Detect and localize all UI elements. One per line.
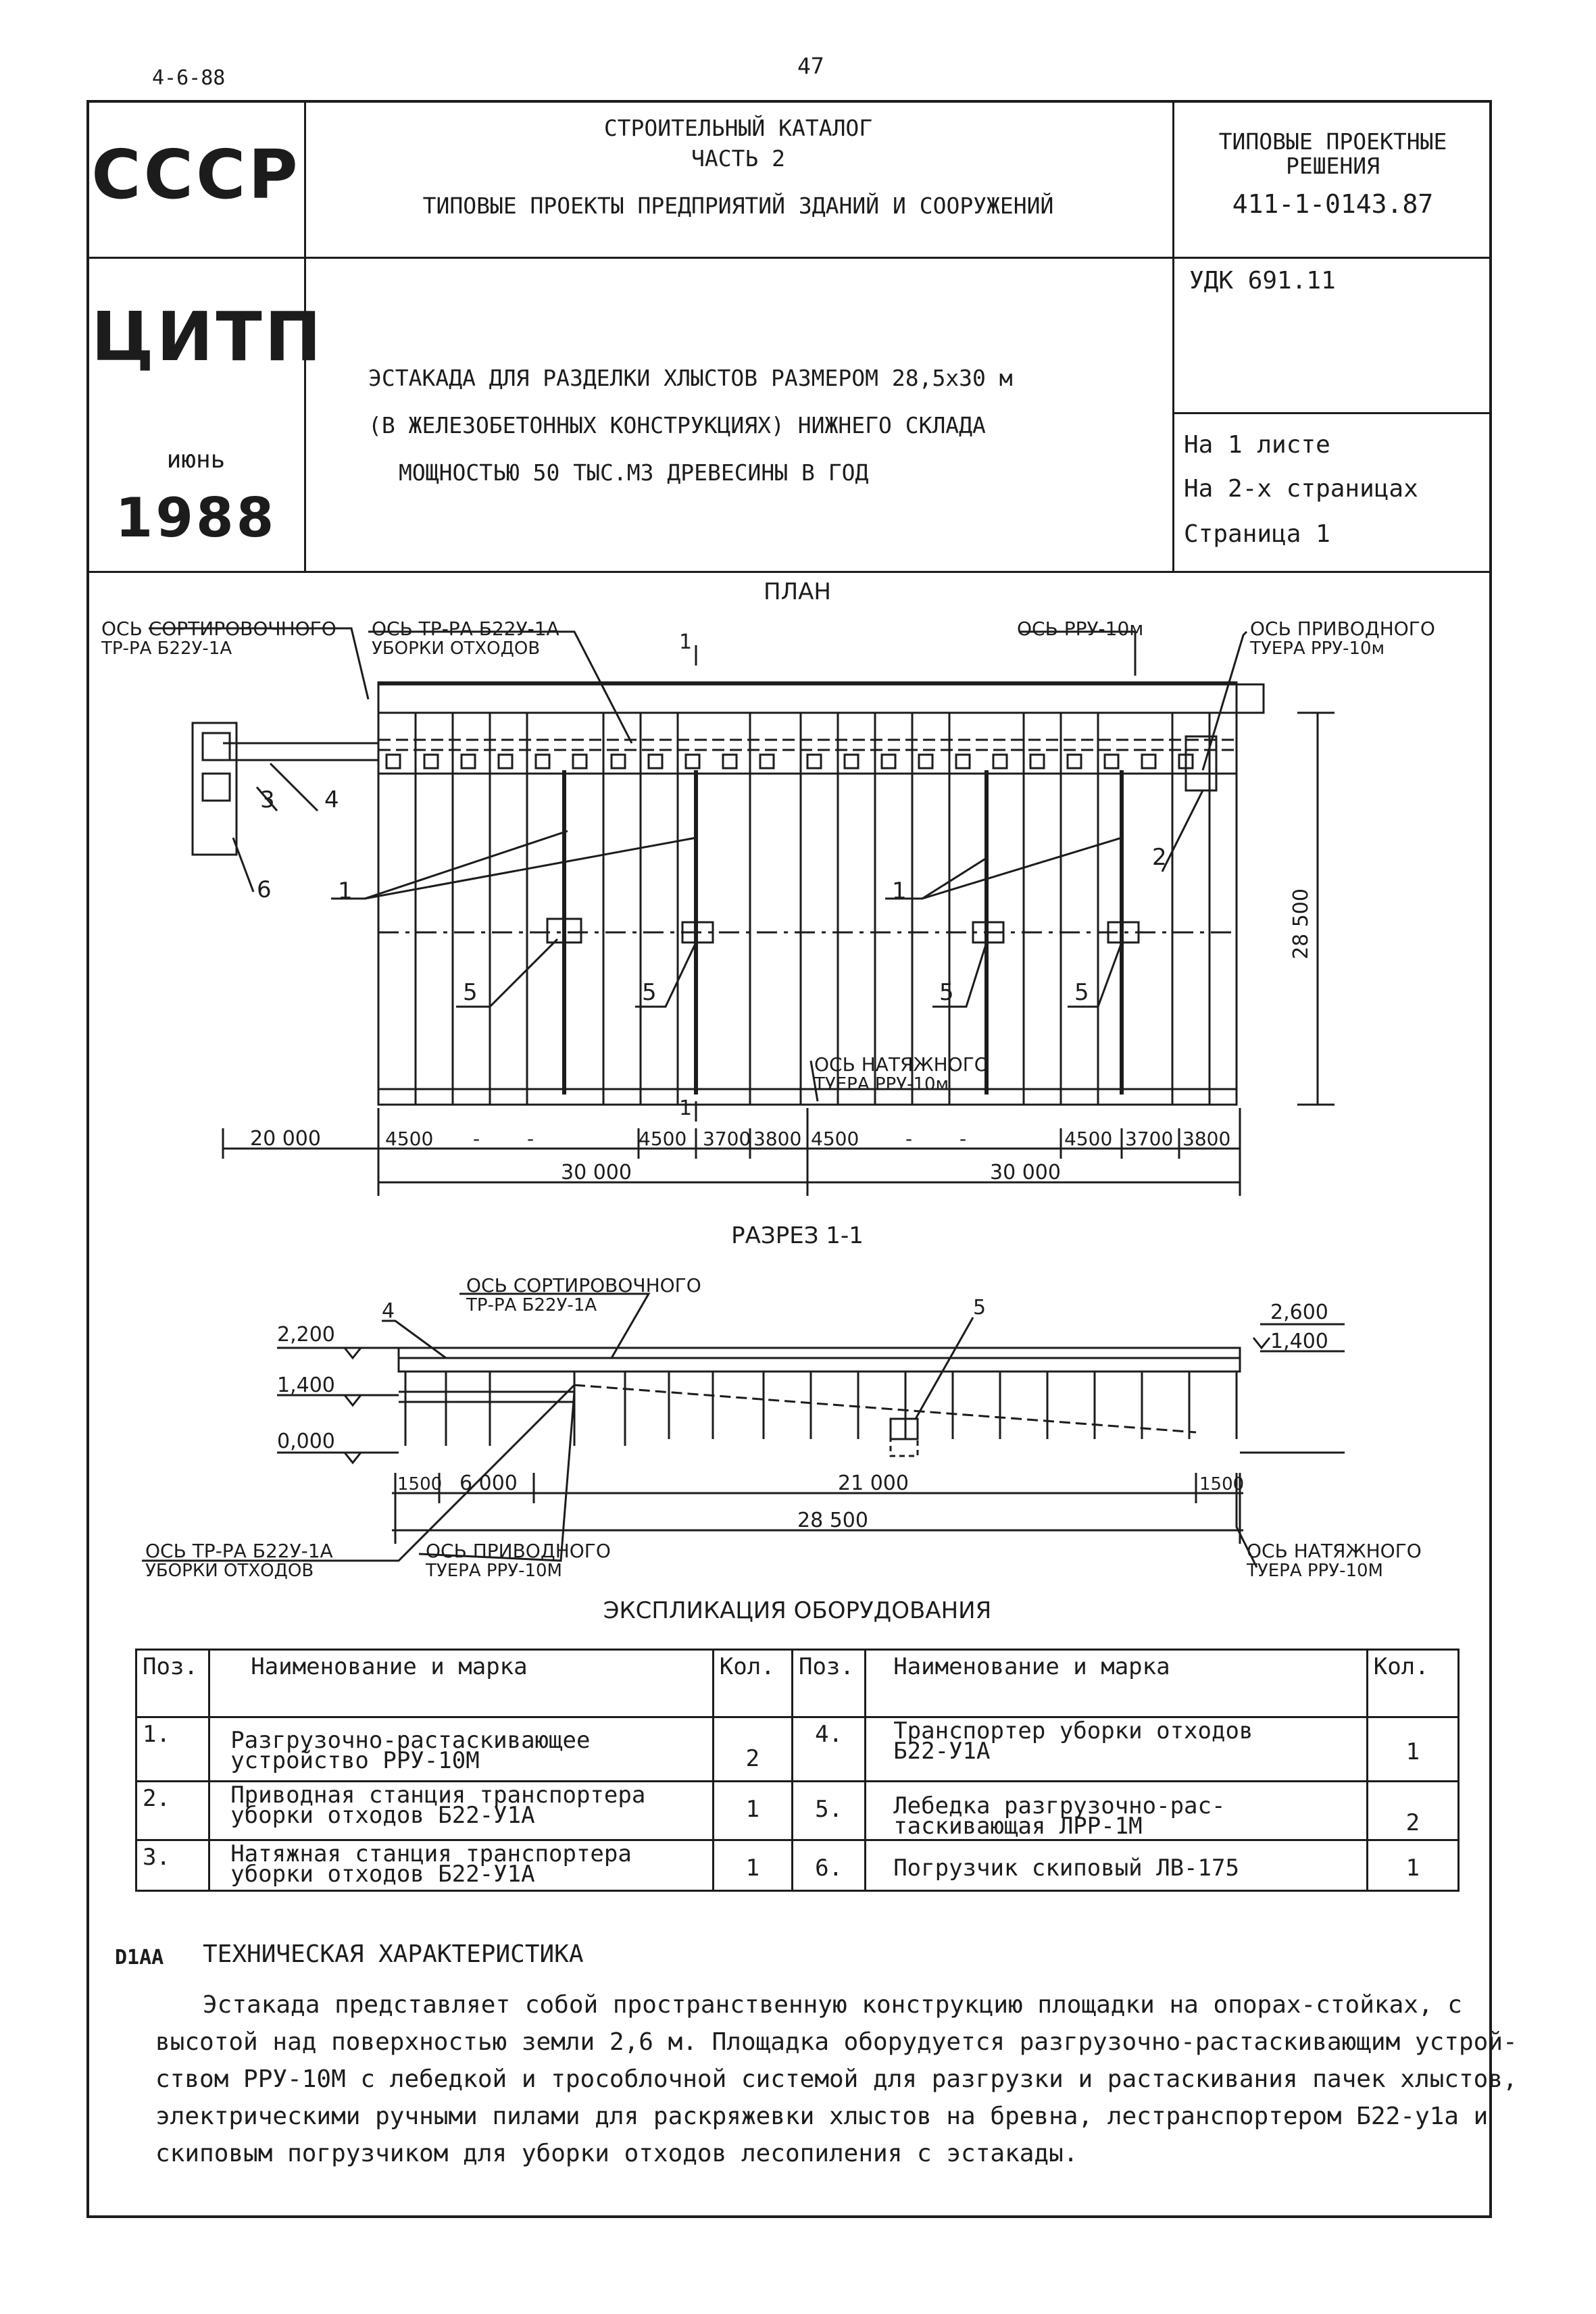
plan-leader <box>270 763 318 811</box>
row-pos: 6. <box>815 1855 843 1882</box>
plan-label-5: 5 <box>642 979 657 1006</box>
plan-axis-waste: ОСЬ ТР-РА Б22У-1А <box>372 618 559 640</box>
plan-label-1: 1 <box>892 878 907 905</box>
section-deck <box>399 1358 1240 1372</box>
level-marker <box>1253 1338 1270 1348</box>
tech-heading: ТЕХНИЧЕСКАЯ ХАРАКТЕРИСТИКА <box>203 1940 584 1968</box>
doc-title-line: ЭСТАКАДА ДЛЯ РАЗДЕЛКИ ХЛЫСТОВ РАЗМЕРОМ 28,5х30 м <box>368 365 1013 391</box>
row-name: Погрузчик скиповый ЛВ-175 <box>893 1855 1239 1882</box>
plan-dim-dash: - <box>473 1128 480 1150</box>
plan-dim: 3700 <box>1125 1128 1174 1150</box>
plan-label-2: 2 <box>1152 844 1167 871</box>
row-pos: 5. <box>815 1796 843 1823</box>
row-name: Транспортер уборки отходов <box>893 1717 1253 1744</box>
section-rope <box>574 1385 1196 1432</box>
udk-code: УДК 691.11 <box>1189 267 1336 295</box>
plan-dim: 4500 <box>639 1128 687 1150</box>
col-header-qty: Кол. <box>713 1650 792 1717</box>
plan-sorting-conveyor <box>378 684 1264 713</box>
country-title: СССР <box>91 135 301 214</box>
col-header-pos: Поз. <box>136 1650 209 1717</box>
plan-dim: 3800 <box>753 1128 802 1150</box>
section-axis-drive-2: ТУЕРА РРУ-10М <box>426 1561 562 1581</box>
page-count: На 2-х страницах <box>1184 475 1418 503</box>
catalog-title: СТРОИТЕЛЬНЫЙ КАТАЛОГ <box>603 115 873 141</box>
row-qty: 2 <box>1405 1809 1420 1836</box>
tech-code: D1АА <box>115 1946 164 1969</box>
doc-title-line: МОЩНОСТЬЮ 50 ТЫС.М3 ДРЕВЕСИНЫ В ГОД <box>399 459 869 486</box>
section-axis-sorting: ОСЬ СОРТИРОВОЧНОГО <box>466 1274 701 1297</box>
section-axis-sorting-2: ТР-РА Б22У-1А <box>466 1295 597 1315</box>
level-marker <box>345 1453 361 1463</box>
row-name: уборки отходов Б22-У1А <box>230 1861 535 1888</box>
plan-dim-side-label: 28 500 <box>1289 888 1313 959</box>
row-pos: 4. <box>815 1721 843 1748</box>
row-pos: 2. <box>143 1785 170 1812</box>
row-qty: 1 <box>745 1796 760 1823</box>
plan-dim: 4500 <box>1064 1128 1113 1150</box>
tech-paragraph-line: ством РРУ-10М с лебедкой и трособлочной системой для разгрузки и растаскивания пачек хлыстов, <box>155 2065 1518 2093</box>
section-dim: 6 000 <box>459 1472 518 1495</box>
row-pos: 3. <box>143 1844 170 1871</box>
section-level: 2,200 <box>277 1323 335 1347</box>
plan-axis-sorting-2: ТР-РА Б22У-1А <box>101 638 232 659</box>
plan-axis-drive-2: ТУЕРА РРУ-10м <box>1250 638 1385 659</box>
plan-dim: 4500 <box>385 1128 434 1150</box>
section-dim-total: 28 500 <box>797 1509 868 1532</box>
plan-cut-mark: 1 <box>679 630 693 654</box>
col-header-qty: Кол. <box>1367 1650 1458 1717</box>
tech-paragraph-line: электрическими ручными пилами для раскряжевки хлыстов на бревна, лестранспортером Б22-у1а и <box>155 2103 1489 2130</box>
plan-label-5: 5 <box>1074 979 1089 1006</box>
tech-paragraph-line: высотой над поверхностью земли 2,6 м. Площадка оборудуется разгрузочно-растаскивающим устрой- <box>155 2028 1518 2056</box>
plan-waste-hoppers <box>386 755 1193 768</box>
plan-leader <box>233 838 253 892</box>
col-header-name: Наименование и марка <box>866 1650 1368 1717</box>
section-axis-tension-2: ТУЕРА РРУ-10М <box>1247 1561 1383 1581</box>
plan-axis-tension-2: ТУЕРА РРУ-10м <box>814 1074 949 1095</box>
section-columns <box>405 1372 1237 1446</box>
section-level: 1,400 <box>1270 1330 1328 1353</box>
catalog-part: ЧАСТЬ 2 <box>691 145 786 172</box>
explication-heading: ЭКСПЛИКАЦИЯ ОБОРУДОВАНИЯ <box>603 1597 992 1624</box>
solutions-code: 411-1-0143.87 <box>1232 189 1434 219</box>
row-name: устройство РРУ-10М <box>230 1747 480 1774</box>
plan-axis-rru: ОСЬ РРУ-10м <box>1017 618 1144 640</box>
page-number: 47 <box>797 53 824 79</box>
plan-axis-drive: ОСЬ ПРИВОДНОГО <box>1250 618 1435 640</box>
row-qty: 1 <box>1405 1738 1420 1765</box>
section-dim: 1500 <box>397 1474 443 1494</box>
issue-month: июнь <box>166 446 226 474</box>
table-row <box>136 1717 1459 1782</box>
plan-axis-tension: ОСЬ НАТЯЖНОГО <box>814 1053 989 1076</box>
row-qty: 2 <box>745 1745 760 1772</box>
plan-dim: 4500 <box>811 1128 859 1150</box>
plan-dim-dash: - <box>959 1128 967 1150</box>
plan-dim: 3800 <box>1182 1128 1231 1150</box>
section-level: 1,400 <box>277 1374 335 1397</box>
section-level: 0,000 <box>277 1430 335 1453</box>
col-header-pos: Поз. <box>792 1650 865 1717</box>
section-dim: 1500 <box>1199 1474 1245 1494</box>
tech-paragraph-line: Эстакада представляет собой пространственную конструкцию площадки на опорах-стойках, с <box>203 1991 1462 2019</box>
table-row <box>136 1782 1459 1840</box>
plan-drive-station <box>1186 736 1216 790</box>
row-name: уборки отходов Б22-У1А <box>230 1802 535 1829</box>
doc-title-line: (В ЖЕЛЕЗОБЕТОННЫХ КОНСТРУКЦИЯХ) НИЖНЕГО СКЛАДА <box>368 412 986 438</box>
plan-label-5: 5 <box>463 979 478 1006</box>
row-qty: 1 <box>745 1855 760 1882</box>
row-name: Приводная станция транспортера <box>230 1782 646 1809</box>
col-header-name: Наименование и марка <box>209 1650 714 1717</box>
tech-paragraph-line: скиповым погрузчиком для уборки отходов лесопиления с эстакады. <box>155 2140 1078 2167</box>
explication-table <box>135 1649 1460 1892</box>
plan-label-6: 6 <box>257 876 272 903</box>
issue-year: 1988 <box>115 486 277 549</box>
row-name: Б22-У1А <box>893 1738 991 1765</box>
row-qty: 1 <box>1405 1855 1420 1882</box>
org-title: ЦИТП <box>91 297 324 376</box>
plan-dim-dash: - <box>905 1128 913 1150</box>
plan-leader <box>1162 790 1203 872</box>
row-name: Лебедка разгрузочно-рас- <box>893 1792 1226 1819</box>
section-label-5: 5 <box>973 1296 987 1319</box>
solutions-title: ТИПОВЫЕ ПРОЕКТНЫЕ <box>1218 128 1447 155</box>
page-index: Страница 1 <box>1184 520 1330 548</box>
section-axis-waste: ОСЬ ТР-РА Б22У-1А <box>145 1540 333 1562</box>
plan-outline <box>378 682 1237 1105</box>
plan-dim-left: 20 000 <box>250 1127 321 1151</box>
section-leader <box>382 1321 446 1358</box>
section-dim: 21 000 <box>838 1472 909 1495</box>
plan-leader <box>331 831 568 899</box>
plan-label-1: 1 <box>338 878 353 905</box>
sheet-count: На 1 листе <box>1184 431 1330 459</box>
section-level: 2,600 <box>1270 1301 1328 1324</box>
plan-cut-mark: 1 <box>679 1097 693 1120</box>
row-name: таскивающая ЛРР-1М <box>893 1813 1143 1840</box>
row-name: Натяжная станция транспортера <box>230 1840 632 1867</box>
date-code: 4-6-88 <box>152 66 226 90</box>
catalog-subtitle: ТИПОВЫЕ ПРОЕКТЫ ПРЕДПРИЯТИЙ ЗДАНИЙ И СООРУЖЕНИЙ <box>422 193 1054 219</box>
table-row <box>136 1840 1459 1891</box>
plan-axis-waste-2: УБОРКИ ОТХОДОВ <box>372 638 541 659</box>
plan-dim-total: 30 000 <box>990 1161 1061 1184</box>
level-marker <box>345 1348 361 1358</box>
section-heading: РАЗРЕЗ 1-1 <box>731 1222 864 1249</box>
level-marker <box>345 1395 361 1405</box>
section-axis-drive: ОСЬ ПРИВОДНОГО <box>426 1540 611 1562</box>
solutions-title-2: РЕШЕНИЯ <box>1285 153 1380 179</box>
section-label-4: 4 <box>382 1299 395 1323</box>
section-axis-tension: ОСЬ НАТЯЖНОГО <box>1247 1540 1422 1562</box>
row-pos: 1. <box>143 1721 170 1748</box>
plan-dim: 3700 <box>703 1128 751 1150</box>
plan-label-4: 4 <box>324 786 339 813</box>
plan-axis-sorting: ОСЬ СОРТИРОВОЧНОГО <box>101 618 336 640</box>
plan-label-5: 5 <box>939 979 954 1006</box>
plan-label-3: 3 <box>260 786 275 813</box>
plan-heading: ПЛАН <box>764 578 831 605</box>
plan-dim-dash: - <box>527 1128 534 1150</box>
section-axis-waste-2: УБОРКИ ОТХОДОВ <box>145 1561 314 1581</box>
section-leader <box>916 1317 973 1419</box>
plan-dim-total: 30 000 <box>561 1161 632 1184</box>
row-name: Разгрузочно-растаскивающее <box>230 1727 591 1754</box>
section-winch <box>891 1419 918 1439</box>
